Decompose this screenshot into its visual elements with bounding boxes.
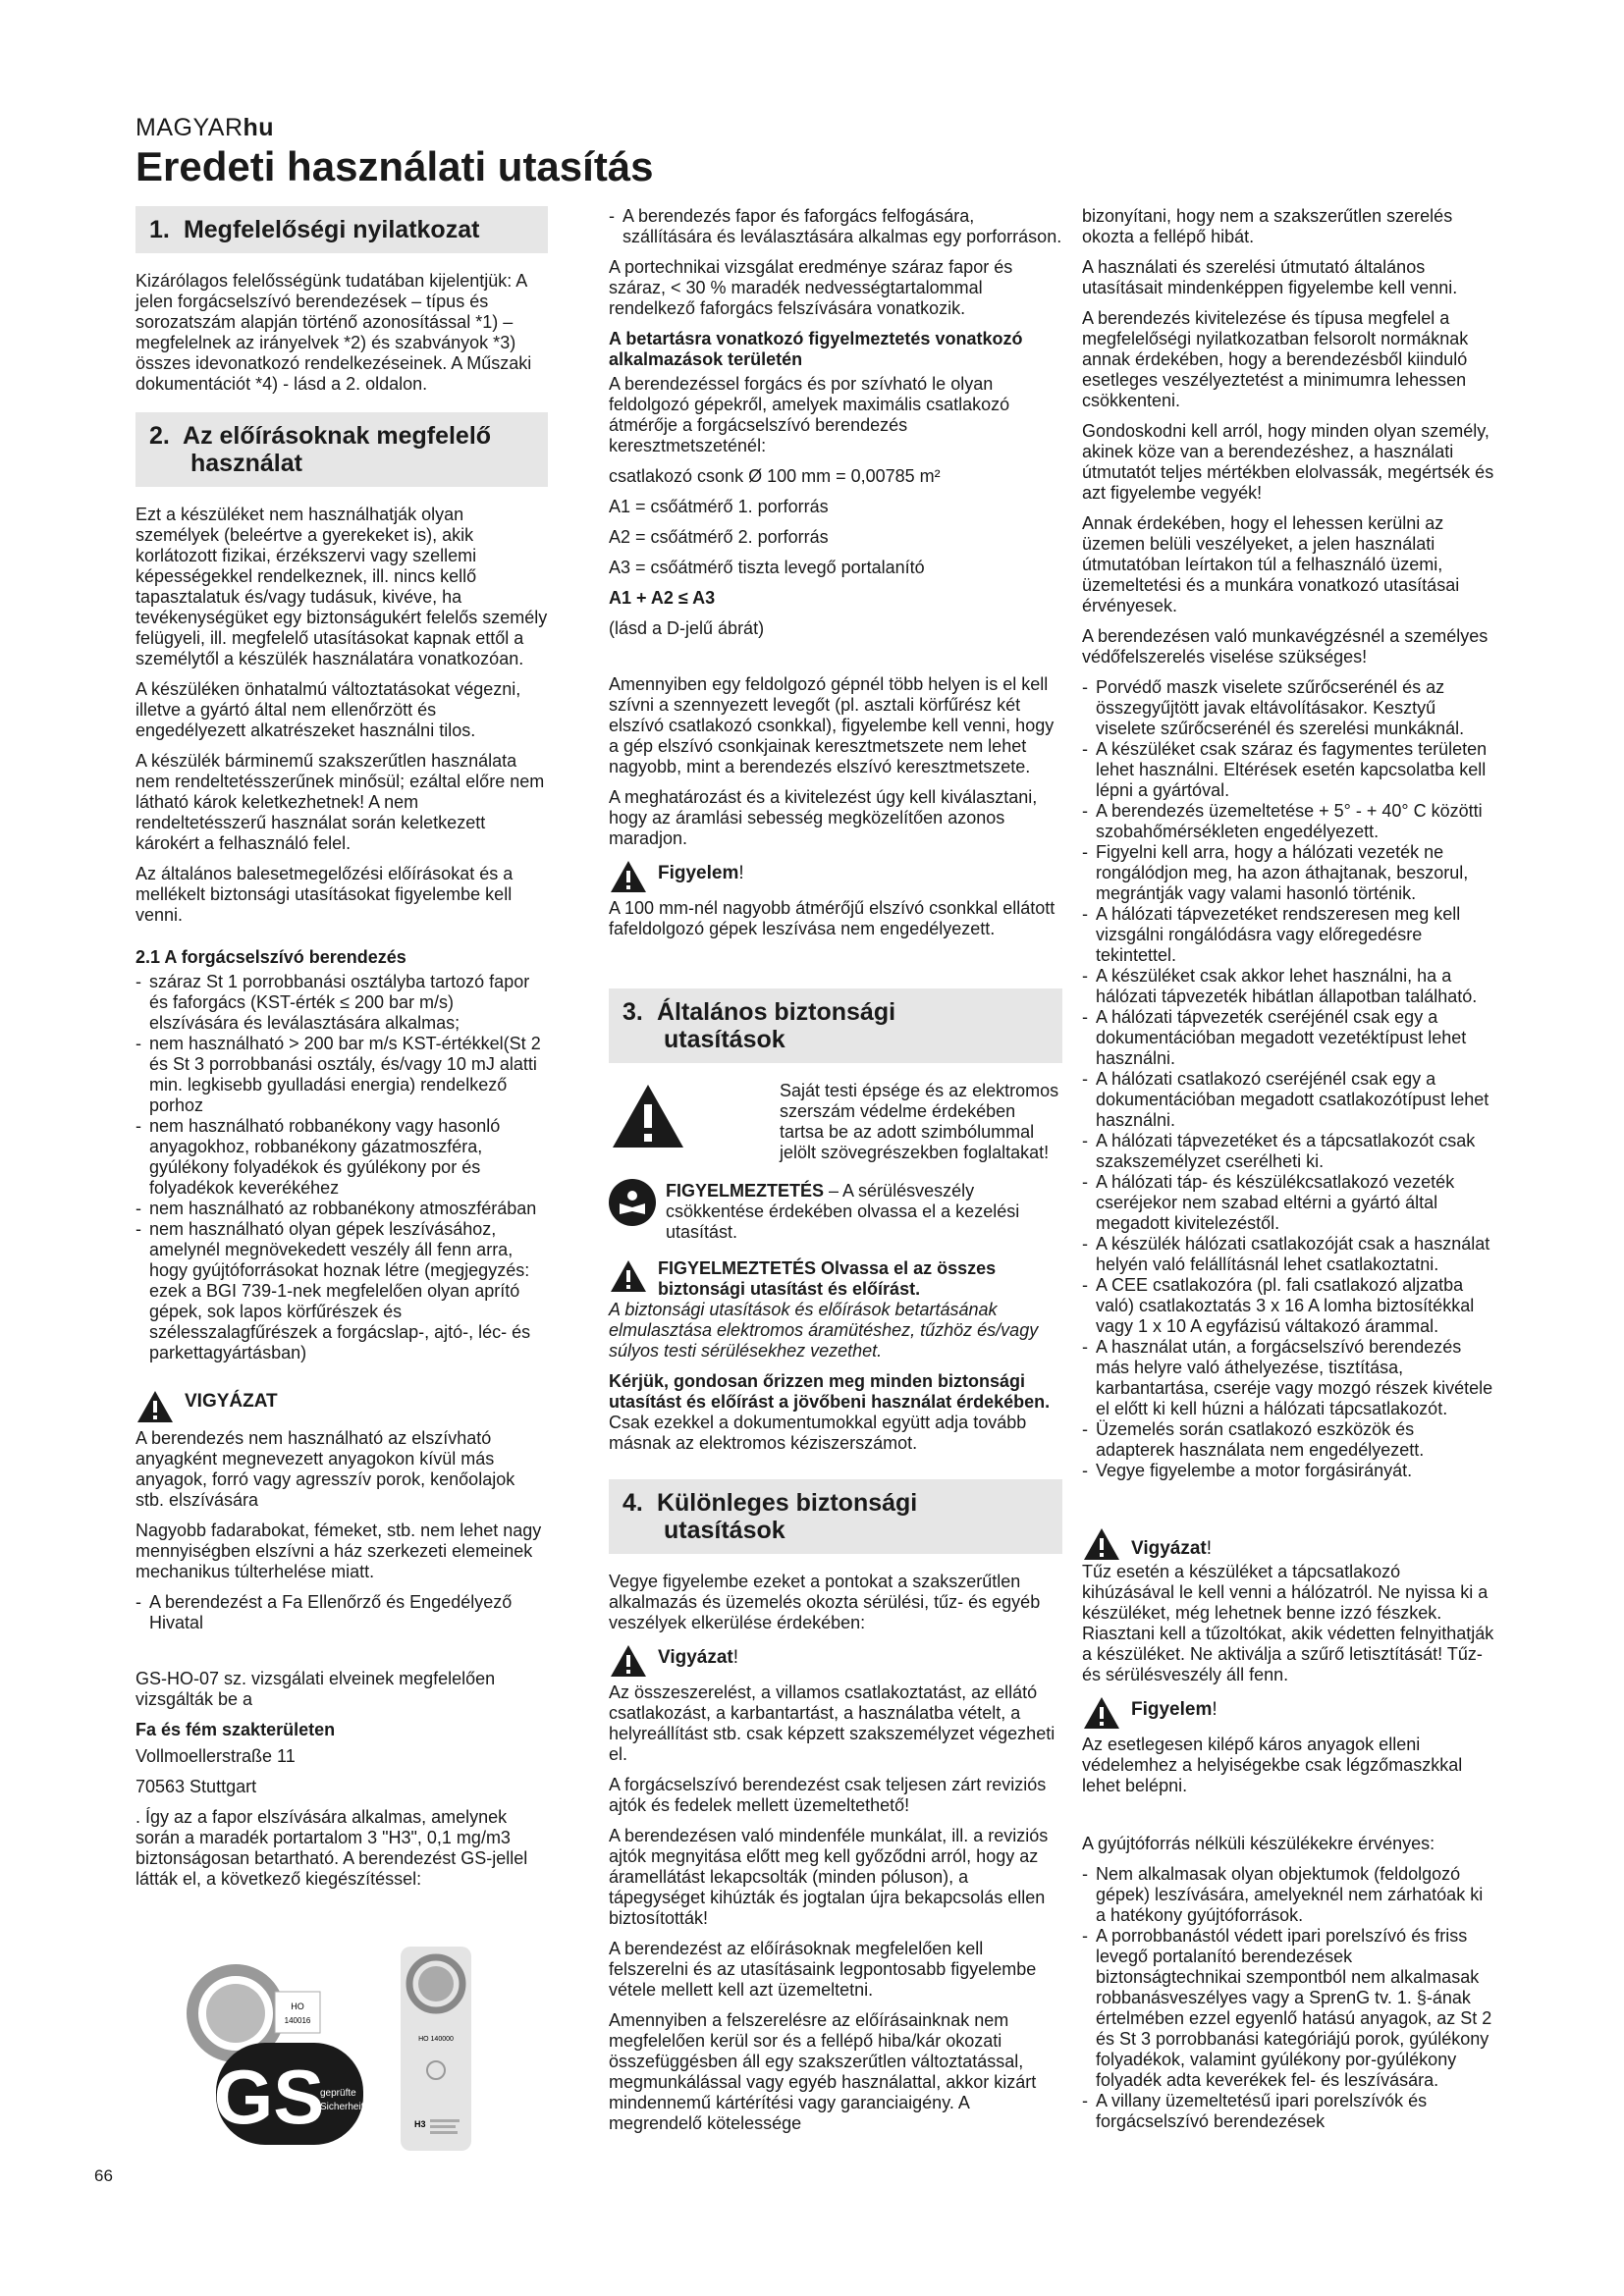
paragraph: Az esetlegesen kilépő káros anyagok elleni védelemhez a helyiségekbe csak légzőmaszkkal lehet belépni. (1082, 1735, 1463, 1795)
attention-mark: ! (738, 863, 744, 883)
h3-label: H3 (414, 2119, 426, 2129)
caution-heading: Vigyázat (1131, 1538, 1207, 1559)
paragraph: Amennyiben egy feldolgozó gépnél több helyen is el kell szívni a szennyezett levegőt (pl. asztali körfűrész két elszívó csatlakozó csonkkal), figyelembe kell venni, hogy a gép elszívó csonkjainak keresztmetszete nem lehet nagyobb, mint a berendezés elszívó keresztmetszete. (609, 674, 1055, 776)
paragraph: Gondoskodni kell arról, hogy minden olyan személy, akinek köze van a berendezéshez, a használati útmutatót teljes mértékben elolvassák, megértsék és azt figyelembe vegyék! (1082, 421, 1494, 503)
paragraph: bizonyítani, hogy nem a szakszerűtlen szerelés okozta a fellépő hibát. (1082, 206, 1453, 246)
geprufte-label: geprüfte (320, 2088, 356, 2099)
section-number: 3. (623, 998, 643, 1026)
paragraph: GS-HO-07 sz. vizsgálati elveinek megfelelően vizsgálták be a (135, 1669, 496, 1709)
paragraph: A portechnikai vizsgálat eredménye száraz fapor és száraz, < 30 % maradék nedvességtartalommal rendelkező faforgács felszívására vonatkozik. (609, 257, 1013, 318)
read-manual-icon (609, 1179, 656, 1226)
subsection-heading: A betartásra vonatkozó figyelmeztetés vonatkozó alkalmazások területén (609, 329, 1023, 369)
declaration-text: Kizárólagos felelősségünk tudatában kijelentjük: A jelen forgácselszívó berendezések – típus és sorozatszám alapján történő azonosítással *1) – megfelelnek az irányelvek *2) és szabványok *3) összes idevonatkozó rendelkezéseinek. A Műszaki dokumentációt *4) - lásd a 2. oldalon. (135, 271, 532, 394)
ignition-list (1082, 1864, 1496, 2132)
tag-code: HO 140000 (418, 2036, 454, 2043)
all-instructions-text: A biztonsági utasítások és előírások betartásának elmulasztása elektromos áramütéshez, tűzhöz és/vagy súlyos testi sérülésekhez vezethet. (609, 1300, 1039, 1361)
list-item: - nem használható az robbanékony atmoszférában (135, 1199, 548, 1219)
paragraph: A forgácselszívó berendezést csak teljesen zárt reviziós ajtók és fedelek mellett üzemeltethető! (609, 1775, 1047, 1815)
gs-letters: GS (213, 2054, 325, 2140)
list-item: - Üzemelés során csatlakozó eszközök és adapterek használata nem engedélyezett. (1082, 1419, 1496, 1461)
paragraph: A gyújtóforrás nélküli készülékekre érvényes: (1082, 1834, 1435, 1853)
formula-inequality: A1 + A2 ≤ A3 (609, 588, 716, 608)
formula: A1 = csőátmérő 1. porforrás (609, 497, 829, 516)
ho-number: 140016 (284, 2016, 311, 2025)
column-3 (1082, 206, 1496, 2142)
list-item: - száraz St 1 porrobbanási osztályba tartozó fapor és faforgács (KST-érték ≤ 200 bar m/s) elszívására és leválasztására alkalmas; (135, 972, 548, 1034)
paragraph: A berendezésen való mindenféle munkálat, ill. a reviziós ajtók megnyitása előtt meg kell győződni arról, hogy az áramellátást lekapcsolták (minden póluson), a tápegységet kihúzták és jogtalan újra bekapcsolás ellen biztosították! (609, 1826, 1049, 1928)
section-title-line2: használat (190, 450, 302, 477)
list-item: - A készüléket csak száraz és fagymentes területen lehet használni. Eltérések esetén kapcsolatba kell lépni a gyártóval. (1082, 739, 1496, 801)
address-city: 70563 Stuttgart (135, 1777, 257, 1796)
intro-list (609, 206, 1062, 247)
paragraph: A meghatározást és a kivitelezést úgy kell kiválasztani, hogy az áramlási sebesség megközelítően azonos maradjon. (609, 787, 1038, 848)
list-item: - Figyelni kell arra, hogy a hálózati vezeték ne rongálódjon meg, ha azon áthajtanak, beszorul, megrántják vagy valami hasonló történik. (1082, 842, 1496, 904)
list-item: - A berendezés üzemeltetése + 5° - + 40° C közötti szobahőmérsékleten engedélyezett. (1082, 801, 1496, 842)
spacer (609, 1464, 1062, 1479)
list-item: - A berendezést a Fa Ellenőrző és Engedélyező Hivatal (135, 1592, 548, 1633)
warning-triangle-icon (609, 1643, 648, 1679)
general-warning-block (609, 1081, 1062, 1173)
paragraph: Amennyiben a felszerelésre az előírásainknak nem megfelelően kerül sor és a fellépő hiba/kár okozati összefüggésben áll egy szakszerűtlen változtatással, megmunkálással vagy egyéb használattal, akkor kizárt mindennemű kártérítési vagy garanciaigény. A megrendelő kötelessége (609, 2010, 1037, 2133)
spacer (135, 1643, 548, 1669)
caution-heading: Vigyázat (658, 1647, 733, 1668)
formula: csatlakozó csonk Ø 100 mm = 0,00785 m² (609, 466, 941, 486)
fire-caution-block (1082, 1526, 1496, 1562)
paragraph: A 100 mm-nél nagyobb átmérőjű elszívó csonkkal ellátott fafeldolgozó gépek leszívása nem engedélyezett. (609, 898, 1056, 938)
list-item: - A porrobbanástól védett ipari porelszívó és friss levegő portalanító berendezések biztonságtechnikai szempontból nem alkalmasak robbanásveszélyes vagy a SprenG tv. 1. §-ának értelmében ezzel egyenlő hatású anyagok, az St 2 és St 3 porrobbanási kategóriájú porok, gyúlékony folyadékok, valamint gyúlékony por-gyúlékony folyadék adta keverékek fel- és leszívására. (1082, 1926, 1496, 2091)
paragraph: A használati és szerelési útmutató általános utasításait mindenképpen figyelembe kell venni. (1082, 257, 1458, 297)
paragraph: Az összeszerelést, a villamos csatlakoztatást, az ellátó csatlakozást, a karbantartást, a használatba vételt, a helyreállítást stb. csak képzett szakszemélyzet végezheti el. (609, 1682, 1056, 1764)
attention-mark: ! (1212, 1699, 1218, 1720)
list-item: - A hálózati tápvezeték cseréjénél csak egy a dokumentációban megadott vezetéktípust lehet használni. (1082, 1007, 1496, 1069)
attention-block (609, 859, 1062, 894)
language-header (135, 114, 274, 142)
paragraph: A berendezéssel forgács és por szívható le olyan feldolgozó gépekről, amelyek maximális csatlakozó átmérője a forgácselszívó berendezés keresztmetszeténél: (609, 374, 1010, 455)
ho-label: HO (291, 2002, 304, 2011)
caution-block (135, 1389, 548, 1424)
read-manual-block (609, 1179, 1062, 1253)
keep-instructions-heading: Kérjük, gondosan őrizzen meg minden biztonsági utasítást és előírást a jövőbeni használat érdekében. (609, 1371, 1051, 1412)
list-item: - nem használható robbanékony vagy hasonló anyagokhoz, robbanékony gázatmoszféra, gyúlékony folyadékok és gyúlékony por és folyadékok keverékéhez (135, 1116, 548, 1199)
read-manual-text: – A sérülésveszély csökkentése érdekében olvassa el a kezelési utasítást. (666, 1181, 1020, 1242)
spacer (1082, 1806, 1496, 1834)
fire-caution-text: Tűz esetén a készüléket a tápcsatlakozó kihúzásával le kell venni a hálózatról. Ne nyissa ki a készüléket, még lehetnek benne izzó fészkek. Riasztani kell a tűzoltókat, akik védetten felnyithatják a készüléket. Ne aktiválja a szűrő letisztítását! Tűz- és sérülésveszély áll fenn. (1082, 1562, 1494, 1684)
warning-triangle-icon (135, 1389, 175, 1424)
list-item: - nem használható olyan gépek leszívásához, amelynél megnövekedett veszély áll fenn arra, hogy gyújtóforrásokat hoznak létre (megjegyzés: ezek a BGI 739-1-nek megfelelően olyan aprító gépek, sok lapos körfűrészek és szélesszalagfűrészek a forgácslap-, ajtó-, léc- és parkettagyártásban) (135, 1219, 548, 1363)
section-title-line2: utasítások (664, 1026, 785, 1053)
list-item: - A hálózati tápvezetéket és a tápcsatlakozót csak szakszemélyzet cserélheti ki. (1082, 1131, 1496, 1172)
paragraph: Nagyobb fadarabokat, fémeket, stb. nem lehet nagy mennyiségben elszívni a ház szerkezeti elemeinek mechanikus túlterhelése miatt. (135, 1521, 542, 1581)
section-title-line2: utasítások (664, 1517, 785, 1544)
keep-instructions-text: Csak ezekkel a dokumentumokkal együtt adja tovább másnak az elektromos kéziszerszámot. (609, 1413, 1027, 1453)
language-name: MAGYAR (135, 114, 244, 141)
page-number: 66 (94, 2166, 113, 2185)
section-1-heading (135, 206, 548, 253)
section-number: 1. (149, 216, 170, 243)
spacer (609, 949, 1062, 988)
usage-list (135, 972, 548, 1363)
caution-text: A berendezés nem használható az elszívható anyagként megnevezett anyagokon kívül más anyagok, forró vagy agresszív porok, kenőolajok stb. elszívására (135, 1428, 515, 1510)
paragraph: A berendezés kivitelezése és típusa megfelel a megfelelőségi nyilatkozatban felsorolt normáknak annak érdekében, hogy a berendezésből kiinduló esetleges veszélyeztetést a minimumra lehessen csökkenteni. (1082, 308, 1469, 410)
paragraph: Vegye figyelembe ezeket a pontokat a szakszerűtlen alkalmazás és üzemelés okozta sérülési, tűz- és egyéb veszélyek elkerülése érdekében: (609, 1572, 1041, 1632)
section-number: 2. (149, 422, 170, 450)
all-instructions-block (609, 1258, 1062, 1300)
read-manual-heading: FIGYELMEZTETÉS (666, 1181, 825, 1201)
caution-mark: ! (1206, 1538, 1213, 1559)
column-2 (609, 206, 1062, 2144)
list-item: - Vegye figyelembe a motor forgásirányát. (1082, 1461, 1496, 1481)
list-item: - A hálózati tápvezetéket rendszeresen meg kell vizsgálni rongálódásra vagy előregedésre tekintettel. (1082, 904, 1496, 966)
address-street: Vollmoellerstraße 11 (135, 1746, 296, 1766)
list-item: - A készülék hálózati csatlakozóját csak a használat helyén való felállításnál lehet csatlakoztatni. (1082, 1234, 1496, 1275)
paragraph: A készüléken önhatalmú változtatásokat végezni, illetve a gyártó által nem ellenőrzött és engedélyezett alkatrészeket használni tilos. (135, 679, 521, 740)
language-code: hu (243, 114, 275, 141)
section-number: 4. (623, 1489, 643, 1517)
list-item: - A CEE csatlakozóra (pl. fali csatlakozó aljzatba való) csatlakoztatás 3 x 16 A lomha biztosítékkal vagy 1 x 10 A egyfázisú váltakozó árammal. (1082, 1275, 1496, 1337)
paragraph: Annak érdekében, hogy el lehessen kerülni az üzemen belüli veszélyeket, a jelen használati útmutatóban leírtakon túl a felhasználó üzemi, üzemeltetési és a munkára vonatkozó utasításai érvényesek. (1082, 513, 1460, 615)
spacer (609, 649, 1062, 674)
certification-logos (135, 1929, 548, 2145)
formula-note: (lásd a D-jelű ábrát) (609, 618, 765, 638)
section-title: Megfelelőségi nyilatkozat (183, 216, 480, 243)
list-item: - A készüléket csak akkor lehet használni, ha a hálózati tápvezeték hibátlan állapotban található. (1082, 966, 1496, 1007)
h3-test-tag (401, 1947, 471, 2151)
paragraph: . Így az a fapor elszívására alkalmas, amelynek során a maradék portartalom 3 "H3", 0,1 mg/m3 biztonságosan betartható. A berendezést GS-jellel látták el, a következő kiegészítéssel: (135, 1807, 528, 1889)
spacer (1082, 1491, 1496, 1521)
section-2-heading (135, 412, 548, 487)
list-item: - Porvédő maszk viselete szűrőcserénél és az összegyűjtött javak eltávolításakor. Kesztyű viselete szűrőcserénél és szerelési munkáknál. (1082, 677, 1496, 739)
list-item: - A hálózati csatlakozó cseréjénél csak egy a dokumentációban megadott csatlakozótípust lehet használni. (1082, 1069, 1496, 1131)
general-warning-text: Saját testi épsége és az elektromos szerszám védelme érdekében tartsa be az adott szimbólummal jelölt szövegrészekben foglaltakat! (780, 1081, 1059, 1162)
list-item: - nem használható > 200 bar m/s KST-értékkel(St 2 és St 3 porrobbanási osztály, és/vagy 10 mJ alatti min. legkisebb gyulladási energia) rendelkező porhoz (135, 1034, 548, 1116)
list-item: - Nem alkalmasak olyan objektumok (feldolgozó gépek) leszívására, amelyeknél nem zárhatóak ki a hatékony gyújtóforrások. (1082, 1864, 1496, 1926)
paragraph: A berendezésen való munkavégzésnél a személyes védőfelszerelés viselése szükséges! (1082, 626, 1489, 667)
caution-block (609, 1643, 1062, 1679)
warning-triangle-icon (609, 859, 648, 894)
list-item: - A berendezés fapor és faforgács felfogására, szállítására és leválasztására alkalmas egy porforráson. (609, 206, 1062, 247)
paragraph: Ezt a készüléket nem használhatják olyan személyek (beleértve a gyerekeket is), akik korlátozott fizikai, érzékszervi vagy szellemi képességekkel rendelkeznek, ill. nincs kellő tapasztalatuk és/vagy tudásuk, kivéve, ha tevékenységüket egy biztonságukért felelős személy felügyeli, ill. megfelelő utasításokat kapnak ettől a személytől a készülék használatára vonatkozóan. (135, 505, 548, 668)
attention-heading: Figyelem (1131, 1699, 1213, 1720)
caution-mark: ! (732, 1647, 739, 1668)
section-title-line1: Különleges biztonsági (656, 1489, 918, 1517)
address-heading: Fa és fém szakterületen (135, 1720, 336, 1739)
list-item: - A villany üzemeltetésű ipari porelszívók és forgácselszívó berendezések (1082, 2091, 1496, 2132)
paragraph: Az általános balesetmegelőzési előírásokat és a mellékelt biztonsági utasításokat figyelembe kell venni. (135, 864, 514, 925)
tag-graphic (401, 1947, 471, 2151)
warning-triangle-icon (1082, 1526, 1121, 1562)
page-title: Eredeti használati utasítás (135, 143, 654, 189)
formula: A2 = csőátmérő 2. porforrás (609, 527, 829, 547)
subsection-heading: 2.1 A forgácselszívó berendezés (135, 947, 406, 967)
all-instructions-heading: FIGYELMEZTETÉS Olvassa el az összes biztonsági utasítást és előírást. (658, 1258, 997, 1299)
section-title-line1: Általános biztonsági (656, 998, 896, 1026)
caution-heading: VIGYÁZAT (185, 1391, 278, 1412)
warning-triangle-icon (1082, 1695, 1121, 1731)
list-item: - A hálózati táp- és készülékcsatlakozó vezeték cseréjekor nem szabad eltérni a gyártó által megadott kivitelezéstől. (1082, 1172, 1496, 1234)
authority-list (135, 1592, 548, 1633)
paragraph: A berendezést az előírásoknak megfelelően kell felszerelni és az utasításaink legpontosabb figyelembe vétele mellett kell azt üzemeltetni. (609, 1939, 1037, 2000)
section-4-heading (609, 1479, 1062, 1554)
attention-heading: Figyelem (658, 863, 739, 883)
warning-triangle-icon (609, 1081, 687, 1151)
section-3-heading (609, 988, 1062, 1063)
warning-triangle-icon (609, 1258, 648, 1294)
gs-mark-logo (173, 1949, 379, 2155)
list-item: - A használat után, a forgácselszívó berendezés más helyre való áthelyezése, tisztítása, karbantartása, cseréje vagy mozgó részek kivétele el előtt ki kell húzni a hálózati tápcsatlakozót. (1082, 1337, 1496, 1419)
section-title-line1: Az előírásoknak megfelelő (183, 422, 492, 450)
sicherheit-label: Sicherheit (320, 2102, 364, 2112)
attention-block (1082, 1695, 1496, 1731)
paragraph: A készülék bárminemű szakszerűtlen használata nem rendeltetésszerűnek minősül; ezáltal előre nem látható károk keletkezhetnek! A nem rendeltetésszerű használat során keletkezett károkért a felhasználó felel. (135, 751, 545, 853)
formula: A3 = csőátmérő tiszta levegő portalanító (609, 558, 925, 577)
safety-list (1082, 677, 1496, 1481)
column-1 (135, 206, 548, 2145)
